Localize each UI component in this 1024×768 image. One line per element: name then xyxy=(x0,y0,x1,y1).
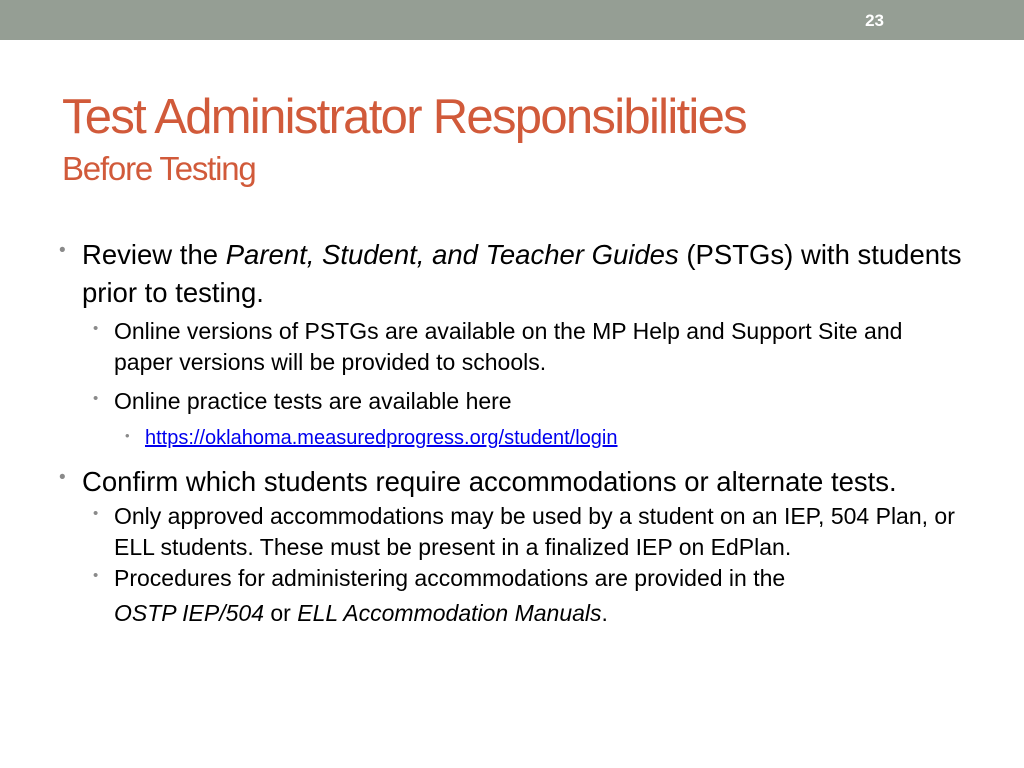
bullet-text: Online practice tests are available here xyxy=(114,388,512,414)
bullet-approved-accommodations xyxy=(0,501,964,563)
bullet-icon: • xyxy=(93,320,99,337)
bullet-text: Confirm which students require accommodations or alternate tests. xyxy=(82,466,897,497)
bullet-icon: • xyxy=(93,567,99,584)
bullet-icon: • xyxy=(93,505,99,522)
bullet-icon: • xyxy=(59,467,66,488)
bullet-practice-link xyxy=(0,425,965,451)
manual-ostp: OSTP IEP/504 xyxy=(114,600,264,626)
bullet-icon: • xyxy=(93,390,99,407)
guide-title: Parent, Student, and Teacher Guides xyxy=(225,239,679,270)
procedures-line-1: Procedures for administering accommodations are provided in the xyxy=(114,565,786,591)
bullet-text-suffix: (PSTGs) with students prior to testing. xyxy=(82,239,962,308)
practice-test-link[interactable]: https://oklahoma.measuredprogress.org/student/login xyxy=(145,427,618,449)
bullet-review-guides xyxy=(0,236,982,312)
manual-ell: ELL Accommodation Manuals xyxy=(297,600,602,626)
title-block xyxy=(62,84,992,188)
bullet-procedures xyxy=(0,563,964,629)
slide-title: Test Administrator Responsibilities xyxy=(62,90,746,144)
slide-subtitle: Before Testing xyxy=(62,150,256,187)
bullet-list xyxy=(0,236,1024,629)
bullet-text: Only approved accommodations may be used by a student on an IEP, 504 Plan, or ELL students. These must be present in a finalized IEP on EdPlan. xyxy=(114,503,955,560)
bullet-icon: • xyxy=(59,240,66,261)
bullet-icon: • xyxy=(125,428,130,443)
bullet-online-versions xyxy=(0,316,964,378)
procedures-line-2 xyxy=(114,598,964,629)
manual-period: . xyxy=(601,600,608,626)
slide-number: 23 xyxy=(865,11,884,30)
manual-connector: or xyxy=(264,600,298,626)
bullet-confirm-accommodations xyxy=(0,463,982,501)
bullet-text-prefix: Review the xyxy=(82,239,226,270)
bullet-practice-tests xyxy=(0,386,964,417)
bullet-text: Online versions of PSTGs are available on the MP Help and Support Site and paper versions will be provided to schools. xyxy=(114,318,903,375)
